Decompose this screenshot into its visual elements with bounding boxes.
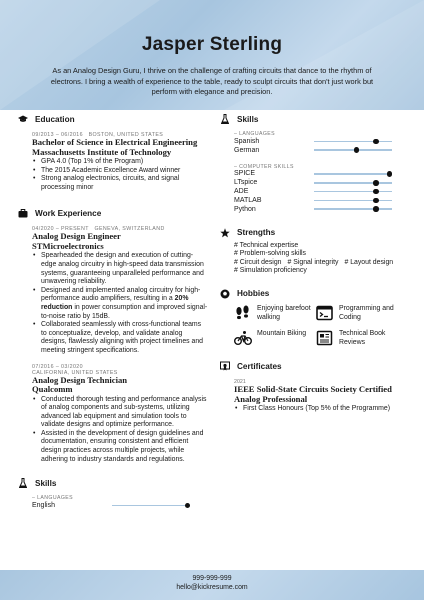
certificates-title: Certificates [237, 361, 282, 371]
certificate-bullets [220, 405, 410, 414]
skill-name: MATLAB [234, 196, 262, 204]
skill-level-dot [373, 139, 379, 145]
job-dates: 04/2020 – PRESENT [32, 226, 89, 233]
skill-level-bar [314, 141, 392, 143]
skill-group-label: – LANGUAGES [32, 495, 74, 502]
list-item: • The 2015 Academic Excellence Award winner [32, 167, 208, 176]
skill-level-bar [112, 505, 190, 507]
left-column [18, 114, 208, 510]
hobby-item [234, 305, 316, 322]
strength-tag: # Simulation proficiency [234, 267, 307, 275]
skill-row [220, 196, 410, 205]
job-bullets [18, 396, 208, 465]
skill-name: ADE [234, 188, 249, 196]
skill-level-dot [387, 171, 393, 177]
skill-row [18, 501, 208, 510]
bullet-text: Designed and implemented analog circuitry for high-performance audio amplifiers, resulting in a [41, 286, 201, 303]
hobbies-grid [220, 305, 410, 347]
job-company: Qualcomm [32, 384, 73, 394]
right-column [220, 114, 410, 414]
skills-heading-left [18, 478, 208, 488]
skill-group-label: – COMPUTER SKILLS [234, 163, 294, 170]
soccer-ball-icon [220, 289, 230, 299]
job-role: Analog Design Technician [32, 374, 128, 385]
experience-title: Work Experience [35, 208, 102, 218]
skill-level-dot [373, 198, 379, 204]
job-company: STMicroelectronics [32, 240, 104, 251]
hobbies-title: Hobbies [237, 289, 270, 299]
job-location: CALIFORNIA, UNITED STATES [32, 369, 118, 376]
education-heading [18, 114, 208, 124]
strength-tag: # Layout design [344, 258, 394, 266]
hobby-label: Technical Book Reviews [339, 330, 386, 346]
briefcase-icon [18, 208, 28, 218]
newspaper-icon [316, 330, 334, 346]
hobbies-heading [220, 289, 410, 299]
skill-level-bar [314, 173, 392, 175]
summary-text: As an Analog Design Guru, I thrive on the challenge of crafting circuits that dance to the rhythm of electrons. I bring a wealth of experience to the table, ready to sculpt circuits that don't just work but perform with elegance and precision. [50, 66, 374, 96]
star-icon [220, 228, 230, 238]
strengths-title: Strengths [237, 228, 276, 238]
footer-phone: 999-999-999 [192, 575, 232, 582]
skill-row [220, 178, 410, 187]
bullet-text: in power consumption and improved signal-to-noise ratio by 15dB. [41, 303, 208, 320]
education-location: BOSTON, UNITED STATES [88, 132, 164, 138]
hobby-label: Programming and Coding [339, 304, 394, 321]
skill-level-bar [314, 191, 392, 193]
candidate-name: Jasper Sterling [141, 34, 283, 55]
skill-group-name: LANGUAGES [37, 495, 74, 502]
job-dates: 07/2016 – 03/2020 [32, 363, 83, 370]
skills-title: Skills [237, 114, 259, 124]
list-item: • Assisted in the development of design guidelines and documentation, ensuring consistent and efficient design practices across multiple projects, while adhering to industry standards and regulations. [32, 430, 208, 464]
skill-level-bar [314, 149, 392, 151]
hobby-label: Enjoying barefoot walking [257, 304, 311, 321]
skill-name: Python [234, 205, 256, 213]
list-item: • Spearheaded the design and execution of cutting-edge analog circuitry in high-speed data transmission systems, guaranteeing unparalleled performance and unwavering reliability. [32, 252, 208, 286]
job-bullets [18, 252, 208, 355]
education-dates: 09/2013 – 06/2016 [32, 132, 83, 138]
bullet-highlight: 20% reduction [41, 295, 189, 311]
degree-title: Bachelor of Science in Electrical Engineering [32, 137, 198, 147]
experience-heading [18, 208, 208, 218]
list-item: • Collaborated seamlessly with cross-functional teams to conceptualize, develop, and validate analog designs, flawlessly aligning with project timelines and meeting stringent specifications. [32, 321, 208, 355]
header-banner [0, 0, 424, 110]
skill-level-dot [354, 147, 360, 153]
footer-email: hello@kickresume.com [176, 583, 248, 591]
code-terminal-icon [316, 305, 334, 321]
job-location: GENEVA, SWITZERLAND [94, 226, 165, 233]
skill-level-bar [314, 208, 392, 210]
skill-level-dot [373, 189, 379, 195]
certificates-heading [220, 361, 410, 371]
skill-row [220, 146, 410, 155]
strength-tag: # Problem-solving skills [234, 250, 306, 258]
strength-tag: # Circuit design [234, 258, 282, 266]
skill-name: LTspice [234, 179, 258, 187]
skill-level-bar [314, 182, 392, 184]
skill-level-bar [314, 200, 392, 202]
hobby-item [234, 330, 316, 347]
hobby-label: Mountain Biking [257, 330, 307, 338]
certificate-name: IEEE Solid-State Circuits Society Certified Analog Professional [234, 384, 392, 404]
skill-name: Spanish [234, 137, 260, 145]
footer-banner [0, 570, 424, 600]
education-bullets [18, 158, 208, 192]
skills-title: Skills [35, 478, 57, 488]
strength-tag: # Signal integrity [287, 258, 339, 266]
skill-group-label: – LANGUAGES [234, 131, 276, 137]
skill-row [220, 170, 410, 179]
school-name: Massachusetts Institute of Technology [32, 146, 172, 157]
skill-row [220, 187, 410, 196]
flask-icon [220, 114, 230, 124]
skill-name: German [234, 146, 260, 154]
skill-name: SPICE [234, 170, 256, 178]
certificate-icon [220, 361, 230, 371]
skill-name: English [32, 502, 55, 510]
hobby-item [316, 330, 406, 347]
certificate-year: 2021 [234, 379, 246, 386]
mountain-bike-icon [234, 330, 252, 346]
strengths-list [220, 242, 410, 276]
list-item: • GPA 4.0 (Top 1% of the Program) [32, 158, 208, 167]
skills-heading-right [220, 114, 410, 124]
flask-icon [18, 478, 28, 488]
skill-row [220, 137, 410, 146]
list-item: • First Class Honours (Top 5% of the Programme) [234, 405, 410, 414]
skill-level-dot [373, 206, 379, 212]
education-title: Education [35, 114, 75, 124]
skill-group-name: COMPUTER SKILLS [239, 163, 294, 170]
skill-level-dot [185, 503, 191, 509]
graduation-cap-icon [18, 114, 28, 124]
skill-level-dot [373, 180, 379, 186]
skill-row [220, 205, 410, 214]
hobby-item [316, 305, 406, 322]
strength-tag: # Technical expertise [234, 241, 299, 249]
strengths-heading [220, 228, 410, 238]
job-role: Analog Design Engineer [32, 231, 121, 242]
skill-group-name: LANGUAGES [239, 131, 276, 137]
list-item: • Conducted thorough testing and performance analysis of analog components and sub-systems, utilizing advanced lab equipment and simulation tools to validate designs and optimize performance. [32, 396, 208, 430]
list-item: • Strong analog electronics, circuits, and signal processing minor [32, 175, 208, 192]
list-item [32, 287, 208, 321]
footprints-icon [234, 305, 252, 321]
